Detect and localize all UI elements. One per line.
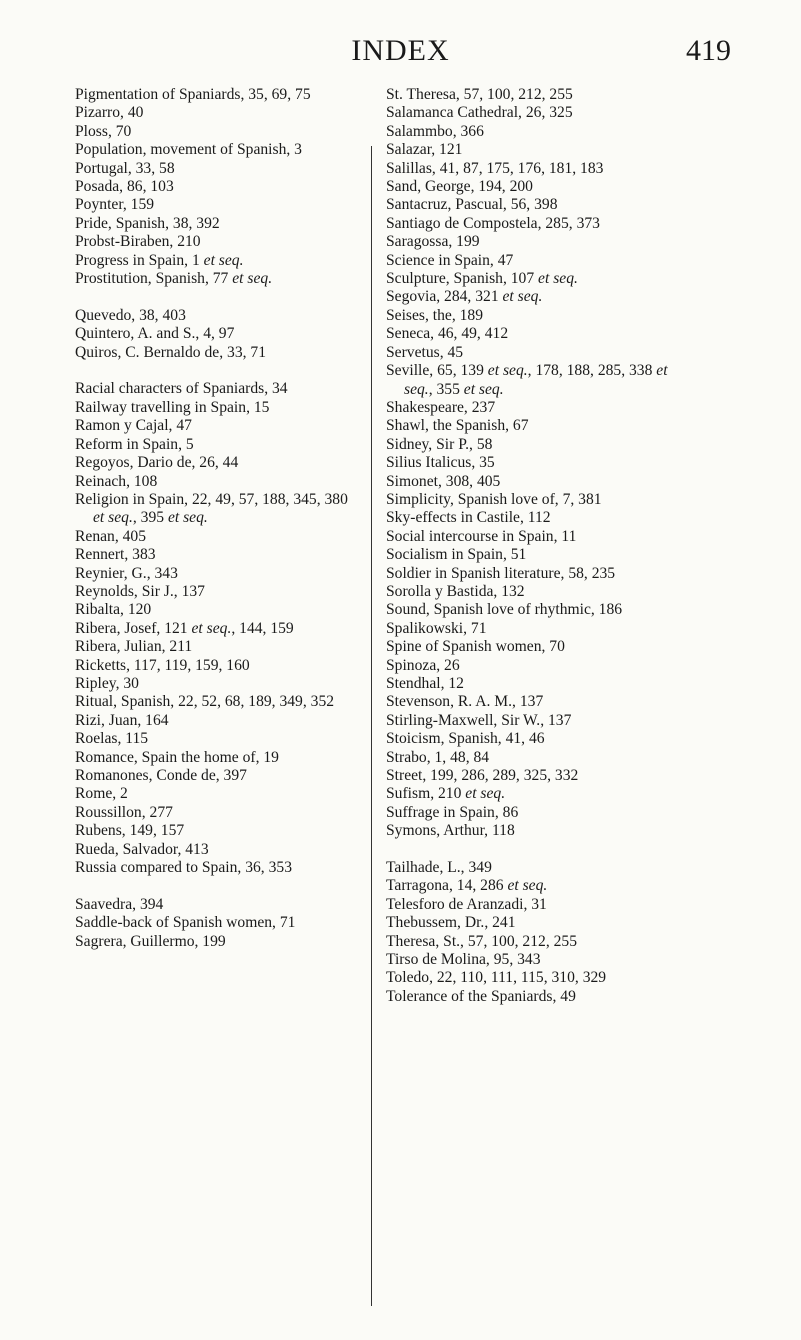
index-entry-italic: et seq. (93, 509, 133, 527)
index-entry-text: Silius Italicus, 35 (386, 454, 495, 472)
index-entry-text: Ripley, 30 (75, 674, 139, 692)
index-entry-text: Regoyos, Dario de, 26, 44 (75, 454, 239, 472)
index-entry-text: Saragossa, 199 (386, 233, 480, 251)
index-entry-text: St. Theresa, 57, 100, 212, 255 (386, 86, 573, 103)
index-entry (75, 196, 363, 214)
index-entry-text: Ribera, Julian, 211 (75, 638, 193, 656)
index-entry-text: Ribera, Josef, 121 (75, 619, 192, 637)
index-entry (386, 399, 686, 417)
index-entry-text: Saavedra, 394 (75, 895, 164, 913)
index-entry-text: Reinach, 108 (75, 472, 158, 490)
index-entry-text: Socialism in Spain, 51 (386, 546, 527, 564)
index-entry (386, 638, 686, 656)
index-entry-text: Saddle-back of Spanish women, 71 (75, 914, 296, 932)
index-entry-text: Racial characters of Spaniards, 34 (75, 380, 288, 398)
index-entry (75, 233, 363, 251)
index-entry-text: Rome, 2 (75, 785, 128, 803)
index-entry (75, 307, 363, 325)
index-entry-italic: et seq. (465, 785, 506, 803)
index-entry (386, 657, 686, 675)
index-entry (75, 859, 363, 877)
index-entry (75, 491, 363, 528)
index-entry (386, 233, 686, 251)
index-entry-text: , 355 (428, 380, 464, 398)
index-entry-text: Prostitution, Spanish, 77 (75, 270, 233, 288)
index-entry-text: Sagrera, Guillermo, 199 (75, 932, 226, 950)
index-entry-text: Spalikowski, 71 (386, 619, 487, 637)
index-entry-italic: et seq. (404, 362, 668, 398)
index-entry (75, 160, 363, 178)
letter-group-gap (75, 362, 363, 380)
index-entry (386, 749, 686, 767)
index-entry-text: Street, 199, 286, 289, 325, 332 (386, 767, 579, 785)
index-entry (386, 896, 686, 914)
index-entry (75, 785, 363, 803)
index-entry (75, 399, 363, 417)
index-entry (386, 988, 686, 1006)
index-entry (386, 344, 686, 362)
index-entry (75, 252, 363, 270)
index-entry-text: Romance, Spain the home of, 19 (75, 748, 279, 766)
index-entry-text: Sidney, Sir P., 58 (386, 435, 493, 453)
index-entry-text: Posada, 86, 103 (75, 178, 174, 196)
index-entry (75, 638, 363, 656)
index-entry-text: Stoicism, Spanish, 41, 46 (386, 730, 545, 748)
index-entry (75, 417, 363, 435)
index-entry (75, 344, 363, 362)
index-entry (75, 749, 363, 767)
index-entry (386, 969, 686, 987)
index-entry-text: Sorolla y Bastida, 132 (386, 582, 525, 600)
index-entry-italic: et seq. (463, 380, 504, 398)
index-entry (75, 841, 363, 859)
index-entry (386, 196, 686, 214)
index-entry (75, 712, 363, 730)
index-entry-text: Rennert, 383 (75, 546, 156, 564)
index-entry-text: Ricketts, 117, 119, 159, 160 (75, 656, 250, 674)
index-entry-text: Religion in Spain, 22, 49, 57, 188, 345, 380 (75, 490, 348, 508)
index-entry-text: Tailhade, L., 349 (386, 859, 492, 877)
index-entry-text: Romanones, Conde de, 397 (75, 767, 247, 784)
index-entry (386, 307, 686, 325)
index-entry-text: Symons, Arthur, 118 (386, 822, 515, 840)
index-entry (386, 123, 686, 141)
index-entry-text: Santacruz, Pascual, 56, 398 (386, 196, 558, 214)
index-entry-text: Toledo, 22, 110, 111, 115, 310, 329 (386, 969, 607, 987)
index-entry (75, 914, 363, 932)
index-entry-text: Segovia, 284, 321 (386, 288, 503, 306)
index-entry (386, 473, 686, 491)
index-entry-text: , 144, 159 (231, 619, 294, 637)
index-entry (386, 877, 686, 895)
index-entry (386, 785, 686, 803)
index-entry (386, 160, 686, 178)
index-entry (386, 86, 686, 104)
index-entry (386, 693, 686, 711)
index-entry-text: Shawl, the Spanish, 67 (386, 417, 529, 435)
index-entry-text: Tolerance of the Spaniards, 49 (386, 987, 576, 1005)
index-entry-text: Renan, 405 (75, 527, 147, 545)
index-entry (386, 491, 686, 509)
index-entry (386, 215, 686, 233)
index-entry-text: Simonet, 308, 405 (386, 472, 501, 490)
index-entry (75, 141, 363, 159)
index-entry (75, 123, 363, 141)
index-entry-text: Suffrage in Spain, 86 (386, 803, 519, 821)
index-entry-italic: et seq. (487, 362, 528, 380)
index-entry (386, 583, 686, 601)
index-entry-text: Strabo, 1, 48, 84 (386, 748, 490, 766)
index-entry (75, 325, 363, 343)
index-entry-text: Pigmentation of Spaniards, 35, 69, 75 (75, 86, 311, 103)
index-entry (386, 675, 686, 693)
index-entry-text: Seneca, 46, 49, 412 (386, 325, 509, 343)
index-entry (75, 215, 363, 233)
letter-group-gap (75, 877, 363, 895)
index-entry (75, 454, 363, 472)
index-entry-text: Ploss, 70 (75, 122, 132, 140)
index-entry-text: Poynter, 159 (75, 196, 155, 214)
index-entry (386, 822, 686, 840)
left-index-column (75, 86, 363, 951)
index-entry (386, 601, 686, 619)
index-entry-text: Stirling-Maxwell, Sir W., 137 (386, 711, 572, 729)
index-entry-text: Portugal, 33, 58 (75, 159, 175, 177)
index-entry (386, 620, 686, 638)
index-entry-text: Ritual, Spanish, 22, 52, 68, 189, 349, 352 (75, 693, 335, 711)
index-entry (386, 509, 686, 527)
index-entry-text: Reform in Spain, 5 (75, 435, 194, 453)
index-entry-text: Spinoza, 26 (386, 656, 460, 674)
index-entry-text: Roelas, 115 (75, 730, 149, 748)
index-entry (75, 822, 363, 840)
index-entry (386, 914, 686, 932)
index-entry-text: Pizarro, 40 (75, 104, 144, 122)
index-entry-italic: et seq. (191, 619, 232, 637)
index-entry (75, 896, 363, 914)
index-entry-text: Social intercourse in Spain, 11 (386, 527, 577, 545)
index-entry (386, 730, 686, 748)
index-entry (75, 178, 363, 196)
index-entry-italic: et seq. (167, 509, 208, 527)
index-entry (386, 325, 686, 343)
index-entry-text: Tirso de Molina, 95, 343 (386, 951, 541, 969)
index-entry-text: , 178, 188, 285, 338 (527, 362, 657, 380)
index-entry (386, 362, 686, 399)
index-entry (75, 933, 363, 951)
index-entry (75, 528, 363, 546)
index-entry (386, 417, 686, 435)
index-entry (386, 933, 686, 951)
index-entry (75, 583, 363, 601)
index-entry-text: , 395 (132, 509, 168, 527)
index-entry (75, 86, 363, 104)
index-entry-text: Quevedo, 38, 403 (75, 306, 186, 324)
index-entry (75, 804, 363, 822)
index-entry (386, 252, 686, 270)
index-entry-text: Ribalta, 120 (75, 601, 152, 619)
index-entry (386, 565, 686, 583)
index-entry-text: Sky-effects in Castile, 112 (386, 509, 551, 527)
index-entry-text: Quiros, C. Bernaldo de, 33, 71 (75, 343, 267, 361)
index-entry-text: Simplicity, Spanish love of, 7, 381 (386, 490, 602, 508)
index-entry-text: Salammbo, 366 (386, 122, 484, 140)
index-entry-text: Sand, George, 194, 200 (386, 178, 533, 196)
index-entry (386, 104, 686, 122)
index-entry (75, 473, 363, 491)
index-entry (75, 730, 363, 748)
index-entry-text: Stendhal, 12 (386, 675, 464, 692)
index-entry-text: Population, movement of Spanish, 3 (75, 141, 302, 159)
index-entry-text: Spine of Spanish women, 70 (386, 638, 565, 656)
index-entry-text: Sculpture, Spanish, 107 (386, 270, 539, 288)
index-entry-text: Progress in Spain, 1 (75, 251, 204, 269)
index-entry-text: Salamanca Cathedral, 26, 325 (386, 104, 573, 122)
index-entry-text: Seises, the, 189 (386, 306, 484, 324)
index-entry-text: Science in Spain, 47 (386, 251, 514, 269)
index-entry-text: Roussillon, 277 (75, 803, 173, 821)
index-entry-text: Rubens, 149, 157 (75, 822, 185, 840)
index-entry-text: Russia compared to Spain, 36, 353 (75, 859, 292, 877)
index-entry (75, 675, 363, 693)
index-entry (386, 546, 686, 564)
index-entry-text: Rueda, Salvador, 413 (75, 840, 209, 858)
index-entry (75, 601, 363, 619)
index-entry-text: Salazar, 121 (386, 141, 463, 159)
index-entry (386, 178, 686, 196)
index-entry-italic: et seq. (203, 251, 244, 269)
index-entry (386, 767, 686, 785)
index-entry-text: Theresa, St., 57, 100, 212, 255 (386, 932, 578, 950)
column-divider (371, 146, 372, 1306)
index-entry (75, 767, 363, 785)
index-entry-text: Sound, Spanish love of rhythmic, 186 (386, 601, 623, 619)
index-entry (75, 693, 363, 711)
running-title: INDEX (351, 34, 450, 67)
letter-group-gap (386, 841, 686, 859)
index-entry-text: Probst-Biraben, 210 (75, 233, 201, 251)
index-entry (386, 712, 686, 730)
letter-group-gap (75, 288, 363, 306)
index-entry-text: Telesforo de Aranzadi, 31 (386, 895, 547, 913)
index-entry (75, 565, 363, 583)
index-entry-text: Tarragona, 14, 286 (386, 877, 508, 895)
index-entry-text: Ramon y Cajal, 47 (75, 417, 192, 435)
index-entry-italic: et seq. (502, 288, 543, 306)
index-entry-italic: et seq. (538, 270, 578, 288)
page-header (0, 30, 801, 72)
index-entry-text: Servetus, 45 (386, 343, 464, 361)
index-entry (75, 270, 363, 288)
index-entry (386, 454, 686, 472)
index-entry-text: Sufism, 210 (386, 785, 466, 803)
index-columns (0, 86, 801, 1326)
index-entry-text: Stevenson, R. A. M., 137 (386, 693, 544, 711)
index-entry-text: Quintero, A. and S., 4, 97 (75, 325, 235, 343)
index-entry (75, 546, 363, 564)
index-entry-text: Reynolds, Sir J., 137 (75, 582, 205, 600)
index-entry (386, 270, 686, 288)
index-entry-text: Soldier in Spanish literature, 58, 235 (386, 564, 616, 582)
index-entry (75, 620, 363, 638)
index-entry-text: Railway travelling in Spain, 15 (75, 398, 270, 416)
right-index-column (386, 86, 686, 1006)
index-entry (386, 859, 686, 877)
index-entry (386, 288, 686, 306)
index-entry-text: Pride, Spanish, 38, 392 (75, 214, 220, 232)
index-entry-text: Seville, 65, 139 (386, 362, 488, 380)
index-entry (75, 104, 363, 122)
index-entry (75, 380, 363, 398)
index-entry (75, 436, 363, 454)
index-entry (386, 528, 686, 546)
index-entry (386, 436, 686, 454)
index-entry-text: Rizi, Juan, 164 (75, 711, 169, 729)
page-number: 419 (686, 34, 731, 67)
index-entry-text: Salillas, 41, 87, 175, 176, 181, 183 (386, 159, 604, 177)
index-entry (386, 141, 686, 159)
index-entry-italic: et seq. (507, 877, 548, 895)
index-entry-text: Reynier, G., 343 (75, 564, 178, 582)
index-entry-text: Thebussem, Dr., 241 (386, 914, 516, 932)
index-entry (386, 804, 686, 822)
index-entry-text: Santiago de Compostela, 285, 373 (386, 214, 600, 232)
index-entry-italic: et seq. (232, 270, 273, 288)
index-entry-text: Shakespeare, 237 (386, 398, 496, 416)
index-entry (386, 951, 686, 969)
index-entry (75, 657, 363, 675)
